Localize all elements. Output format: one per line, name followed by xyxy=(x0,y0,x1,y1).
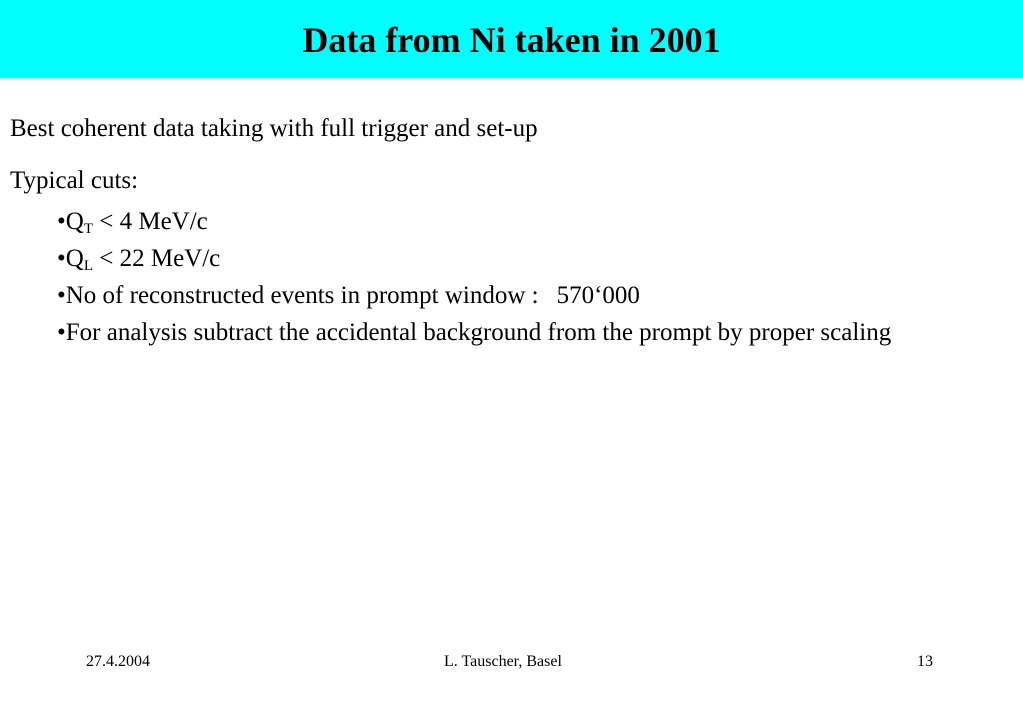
cut-ql xyxy=(57,240,1017,277)
intro-text: Best coherent data taking with full trigger and set-up xyxy=(10,115,538,142)
cut-qt-value: < 4 MeV/c xyxy=(92,208,208,235)
cut-ql-symbol: •Q xyxy=(57,245,84,272)
cut-qt xyxy=(57,203,1017,240)
cuts-heading: Typical cuts: xyxy=(10,167,139,194)
cut-qt-symbol: •Q xyxy=(57,208,84,235)
events-count-value: 570‘000 xyxy=(556,282,640,309)
cut-ql-value: < 22 MeV/c xyxy=(92,245,221,272)
cuts-list xyxy=(57,203,1017,351)
footer-date: 27.4.2004 xyxy=(86,653,150,670)
events-count-label: •No of reconstructed events in prompt window : xyxy=(57,282,539,309)
footer-page-number: 13 xyxy=(917,653,933,670)
cut-qt-subscript: T xyxy=(83,221,93,237)
events-count xyxy=(57,277,1017,314)
title-bar xyxy=(0,0,1023,78)
footer-author: L. Tauscher, Basel xyxy=(444,653,562,670)
slide-title: Data from Ni taken in 2001 xyxy=(302,20,721,60)
cut-ql-subscript: L xyxy=(83,258,93,274)
analysis-note: •For analysis subtract the accidental background from the prompt by proper scaling xyxy=(57,319,892,346)
